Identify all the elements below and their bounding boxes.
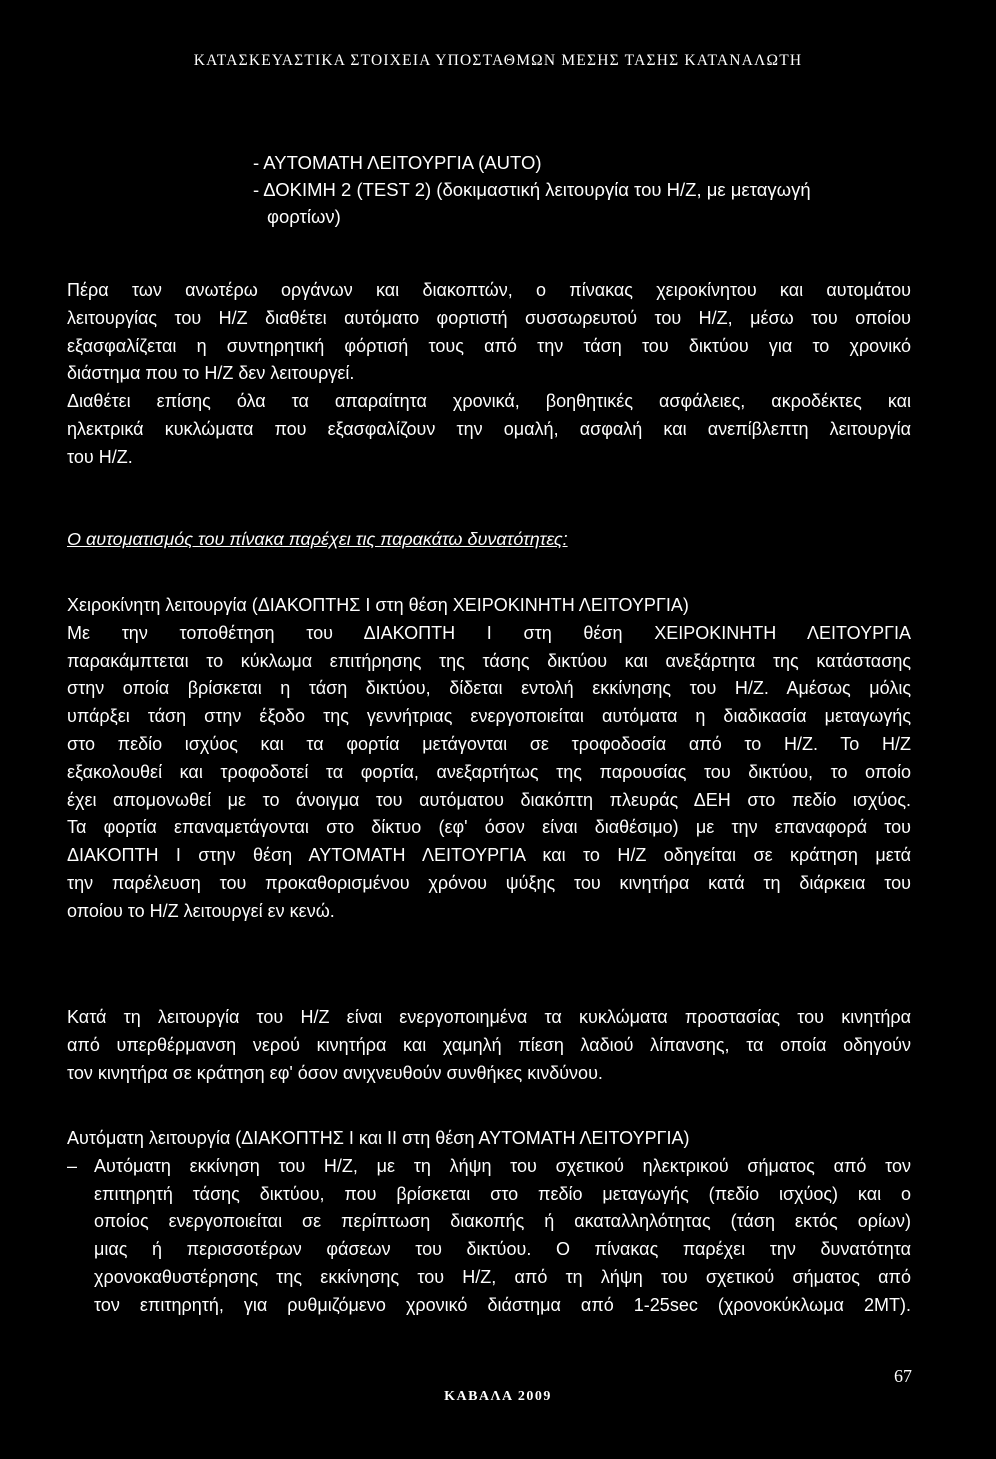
auto-heading: Αυτόματη λειτουργία (ΔΙΑΚΟΠΤΗΣ Ι και ΙΙ στη θέση ΑΥΤΟΜΑΤΗ ΛΕΙΤΟΥΡΓΙΑ) xyxy=(67,1128,690,1148)
text-line: εξασφαλίζεται η συντηρητική φόρτισή τους από την τάση του δικτύου για το χρονικό xyxy=(67,335,911,356)
manual-operation-section xyxy=(67,592,911,926)
text-line: οποίος ενεργοποιείται σε περίπτωση διακοπής ή ακαταλληλότητας (τάση εκτός ορίων) xyxy=(94,1211,911,1232)
operating-modes-list xyxy=(253,149,913,230)
page-footer: ΚΑΒΑΛΑ 2009 xyxy=(444,1389,552,1404)
text-line: τον κινητήρα σε κράτηση εφ' όσον ανιχνευθούν συνθήκες κινδύνου. xyxy=(67,1062,603,1083)
manual-heading: Χειροκίνητη λειτουργία (ΔΙΑΚΟΠΤΗΣ Ι στη θέση ΧΕΙΡΟΚΙΝΗΤΗ ΛΕΙΤΟΥΡΓΙΑ) xyxy=(67,595,689,615)
text-line: έχει απομονωθεί με το άνοιγμα του αυτόματου διακόπτη πλευράς ΔΕΗ στο πεδίο ισχύος. xyxy=(67,789,911,810)
auto-operation-section xyxy=(67,1125,911,1320)
page-number: 67 xyxy=(894,1366,912,1386)
text-line: εξακολουθεί και τροφοδοτεί τα φορτία, ανεξαρτήτως της παρουσίας του δικτύου, το οποίο xyxy=(67,761,911,782)
text-line: διάστημα που το Η/Ζ δεν λειτουργεί. xyxy=(67,363,355,384)
text-line: λειτουργίας του Η/Ζ διαθέτει αυτόματο φορτιστή συσσωρευτού του Η/Ζ, μέσω του οποίου xyxy=(67,307,911,328)
mode-auto: - ΑΥΤΟΜΑΤΗ ΛΕΙΤΟΥΡΓΙΑ (AUTO) xyxy=(253,152,542,173)
text-line: Με την τοποθέτηση του ΔΙΑΚΟΠΤΗ Ι στη θέση ΧΕΙΡΟΚΙΝΗΤΗ ΛΕΙΤΟΥΡΓΙΑ xyxy=(67,622,911,643)
text-line: του Η/Ζ. xyxy=(67,446,133,467)
mode-test2: - ΔΟΚΙΜΗ 2 (TEST 2) (δοκιμαστική λειτουργία του Η/Ζ, με μεταγωγή xyxy=(253,179,811,200)
page-header: ΚΑΤΑΣΚΕΥΑΣΤΙΚΑ ΣΤΟΙΧΕΙΑ ΥΠΟΣΤΑΘΜΩΝ ΜΕΣΗΣ ΤΑΣΗΣ ΚΑΤΑΝΑΛΩΤΗ xyxy=(193,52,803,69)
text-line: τον επιτηρητή, για ρυθμιζόμενο χρονικό διάστημα από 1-25sec (χρονοκύκλωμα 2ΜΤ). xyxy=(94,1294,911,1315)
auto-list-item xyxy=(67,1153,911,1320)
text-line: Αυτόματη εκκίνηση του Η/Ζ, με τη λήψη του σχετικού ηλεκτρικού σήματος από τον xyxy=(94,1155,911,1176)
protection-paragraph xyxy=(67,1004,911,1087)
text-line: Διαθέτει επίσης όλα τα απαραίτητα χρονικά, βοηθητικές ασφάλειες, ακροδέκτες και xyxy=(67,391,911,412)
text-line: στο πεδίο ισχύος και τα φορτία μετάγονται σε τροφοδοσία από το Η/Ζ. Το Η/Ζ xyxy=(67,733,911,754)
text-line: την παρέλευση του προκαθορισμένου χρόνου ψύξης του κινητήρα κατά τη διάρκεια του xyxy=(67,872,911,893)
text-line: χρονοκαθυστέρησης της εκκίνησης του Η/Ζ, από τη λήψη του σχετικού σήματος από xyxy=(94,1266,911,1287)
text-line: από υπερθέρμανση νερού κινητήρα και χαμηλή πίεση λαδιού λίπανσης, τα οποία οδηγούν xyxy=(67,1034,911,1055)
text-line: ΔΙΑΚΟΠΤΗ Ι στην θέση ΑΥΤΟΜΑΤΗ ΛΕΙΤΟΥΡΓΙΑ και το Η/Ζ οδηγείται σε κράτηση μετά xyxy=(67,845,911,866)
text-line: οποίου το Η/Ζ λειτουργεί εν κενώ. xyxy=(67,900,335,921)
automation-heading xyxy=(67,526,911,554)
text-line: Πέρα των ανωτέρω οργάνων και διακοπτών, ο πίνακας χειροκίνητου και αυτομάτου xyxy=(67,280,911,300)
mode-test2-cont: φορτίων) xyxy=(267,206,341,227)
text-line: Κατά τη λειτουργία του Η/Ζ είναι ενεργοποιημένα τα κυκλώματα προστασίας του κινητήρα xyxy=(67,1007,911,1027)
intro-paragraph xyxy=(67,277,911,472)
section-heading: Ο αυτοματισμός του πίνακα παρέχει τις παρακάτω δυνατότητες: xyxy=(67,529,568,549)
text-line: υπάρξει τάση στην έξοδο της γεννήτριας ενεργοποιείται αυτόματα η διαδικασία μεταγωγής xyxy=(67,706,911,727)
dash-marker: – xyxy=(67,1155,78,1176)
text-line: Τα φορτία επαναμετάγονται στο δίκτυο (εφ' όσον είναι διαθέσιμο) με την επαναφορά του xyxy=(67,817,911,838)
text-line: μιας ή περισσοτέρων φάσεων του δικτύου. Ο πίνακας παρέχει την δυνατότητα xyxy=(94,1239,911,1260)
text-line: παρακάμπτεται το κύκλωμα επιτήρησης της τάσης δικτύου και ανεξάρτητα της κατάστασης xyxy=(67,650,911,671)
text-line: επιτηρητή τάσης δικτύου, που βρίσκεται στο πεδίο μεταγωγής (πεδίο ισχύος) και ο xyxy=(94,1183,911,1204)
text-line: ηλεκτρικά κυκλώματα που εξασφαλίζουν την ομαλή, ασφαλή και ανεπίβλεπτη λειτουργία xyxy=(67,418,911,439)
text-line: στην οποία βρίσκεται η τάση δικτύου, δίδεται εντολή εκκίνησης του Η/Ζ. Αμέσως μόλις xyxy=(67,678,911,699)
